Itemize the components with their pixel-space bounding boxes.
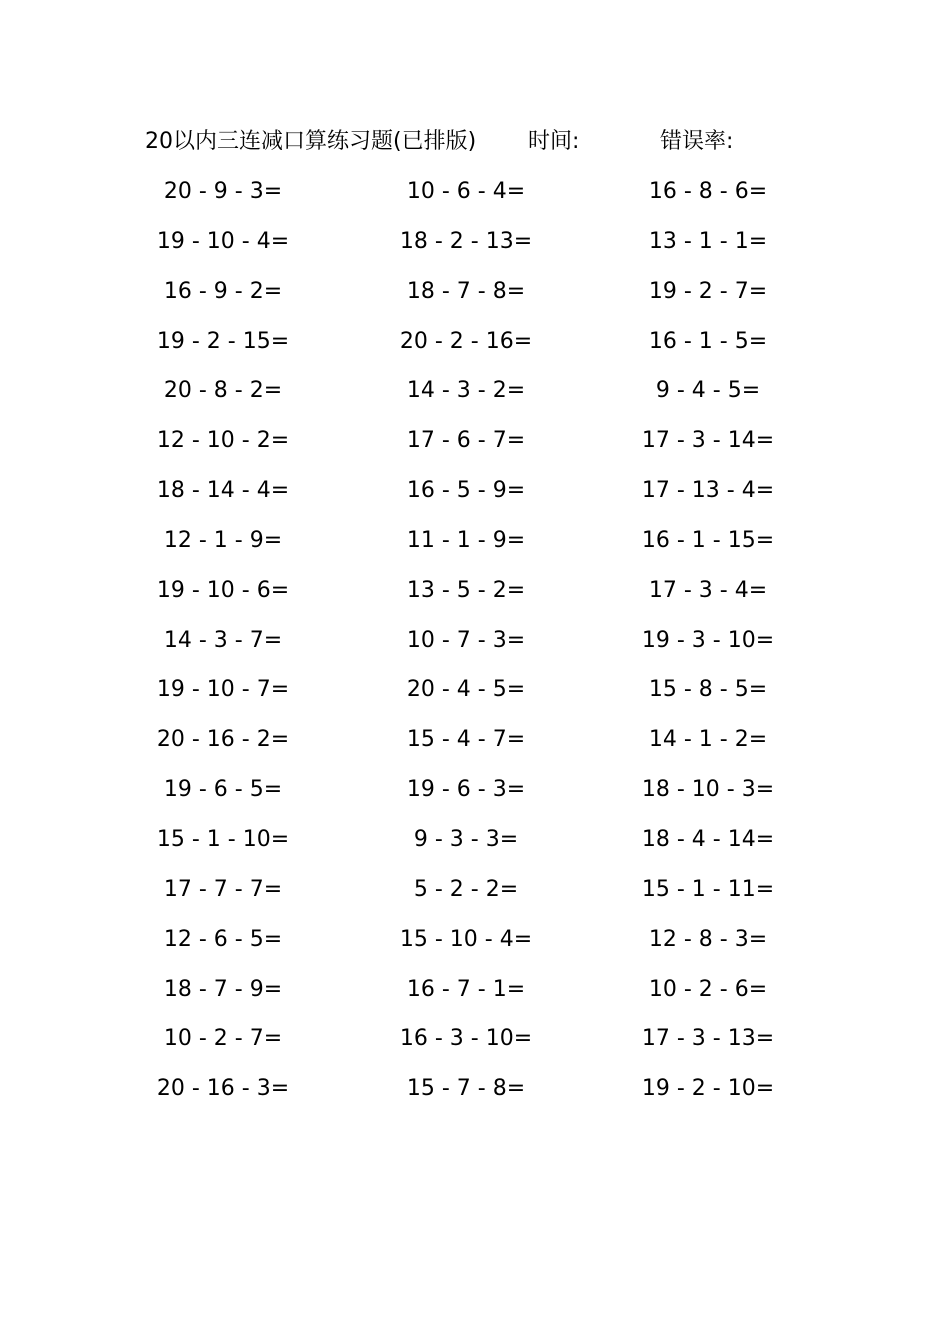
problem-item: 13 - 1 - 1= [648, 228, 768, 254]
problem-row [0, 820, 950, 870]
problem-item: 19 - 2 - 10= [641, 1076, 775, 1102]
problem-item: 18 - 2 - 13= [399, 228, 533, 254]
problem-item: 18 - 10 - 3= [641, 777, 775, 803]
problem-item: 16 - 8 - 6= [648, 179, 768, 204]
problem-item: 20 - 4 - 5= [406, 677, 526, 703]
problem-row [0, 970, 950, 1020]
problem-item: 15 - 1 - 10= [156, 826, 290, 852]
problem-row [0, 521, 950, 571]
error-rate-label: 错误率: [660, 129, 734, 154]
problem-item: 19 - 6 - 5= [163, 777, 283, 803]
problem-row [0, 1019, 950, 1069]
problem-item: 19 - 3 - 10= [641, 627, 775, 653]
problem-item: 15 - 10 - 4= [399, 926, 533, 952]
problem-item: 20 - 2 - 16= [399, 328, 533, 354]
problem-row [0, 621, 950, 671]
problem-item: 9 - 3 - 3= [413, 826, 519, 852]
problem-item: 16 - 9 - 2= [163, 278, 283, 304]
problem-item: 19 - 2 - 15= [156, 328, 290, 354]
problem-row [0, 421, 950, 471]
problem-row [0, 920, 950, 970]
problem-item: 12 - 1 - 9= [163, 527, 283, 553]
problem-item: 20 - 16 - 2= [156, 727, 290, 753]
problem-item: 19 - 10 - 6= [156, 577, 290, 603]
worksheet-title: 20以内三连减口算练习题(已排版) [145, 129, 477, 154]
problem-item: 12 - 10 - 2= [156, 428, 290, 454]
problem-item: 10 - 6 - 4= [406, 179, 526, 204]
problem-row [0, 1069, 950, 1119]
problem-item: 9 - 4 - 5= [655, 378, 761, 404]
problem-item: 15 - 4 - 7= [406, 727, 526, 753]
problem-row [0, 172, 950, 222]
problem-item: 17 - 3 - 14= [641, 428, 775, 454]
problem-item: 18 - 7 - 9= [163, 976, 283, 1002]
problem-item: 16 - 7 - 1= [406, 976, 526, 1002]
problem-item: 16 - 1 - 15= [641, 527, 775, 553]
problem-item: 5 - 2 - 2= [413, 876, 519, 902]
problem-item: 14 - 3 - 7= [163, 627, 283, 653]
problem-item: 20 - 9 - 3= [163, 179, 283, 204]
problem-item: 17 - 3 - 4= [648, 577, 768, 603]
problem-item: 15 - 8 - 5= [648, 677, 768, 703]
problem-item: 10 - 2 - 7= [163, 1026, 283, 1052]
problem-item: 20 - 16 - 3= [156, 1076, 290, 1102]
problem-row [0, 371, 950, 421]
problem-item: 13 - 5 - 2= [406, 577, 526, 603]
problem-item: 10 - 2 - 6= [648, 976, 768, 1002]
problem-item: 20 - 8 - 2= [163, 378, 283, 404]
problem-item: 15 - 1 - 11= [641, 876, 775, 902]
problem-row [0, 471, 950, 521]
problem-item: 19 - 10 - 7= [156, 677, 290, 703]
problem-item: 17 - 7 - 7= [163, 876, 283, 902]
problem-row [0, 322, 950, 372]
problem-row [0, 770, 950, 820]
problem-item: 19 - 10 - 4= [156, 228, 290, 254]
problem-item: 17 - 6 - 7= [406, 428, 526, 454]
problem-item: 12 - 8 - 3= [648, 926, 768, 952]
problem-item: 18 - 4 - 14= [641, 826, 775, 852]
problem-item: 18 - 14 - 4= [156, 478, 290, 504]
problem-row [0, 720, 950, 770]
problem-item: 15 - 7 - 8= [406, 1076, 526, 1102]
problem-item: 14 - 3 - 2= [406, 378, 526, 404]
problem-row [0, 870, 950, 920]
time-label: 时间: [528, 129, 580, 154]
problem-item: 19 - 2 - 7= [648, 278, 768, 304]
problem-grid [0, 172, 950, 1119]
problem-row [0, 571, 950, 621]
problem-row [0, 272, 950, 322]
problem-item: 11 - 1 - 9= [406, 527, 526, 553]
problem-item: 19 - 6 - 3= [406, 777, 526, 803]
problem-row [0, 222, 950, 272]
problem-item: 16 - 5 - 9= [406, 478, 526, 504]
problem-row [0, 670, 950, 720]
problem-item: 10 - 7 - 3= [406, 627, 526, 653]
problem-item: 12 - 6 - 5= [163, 926, 283, 952]
problem-item: 14 - 1 - 2= [648, 727, 768, 753]
problem-item: 17 - 13 - 4= [641, 478, 775, 504]
problem-item: 16 - 3 - 10= [399, 1026, 533, 1052]
problem-item: 16 - 1 - 5= [648, 328, 768, 354]
problem-item: 17 - 3 - 13= [641, 1026, 775, 1052]
problem-item: 18 - 7 - 8= [406, 278, 526, 304]
